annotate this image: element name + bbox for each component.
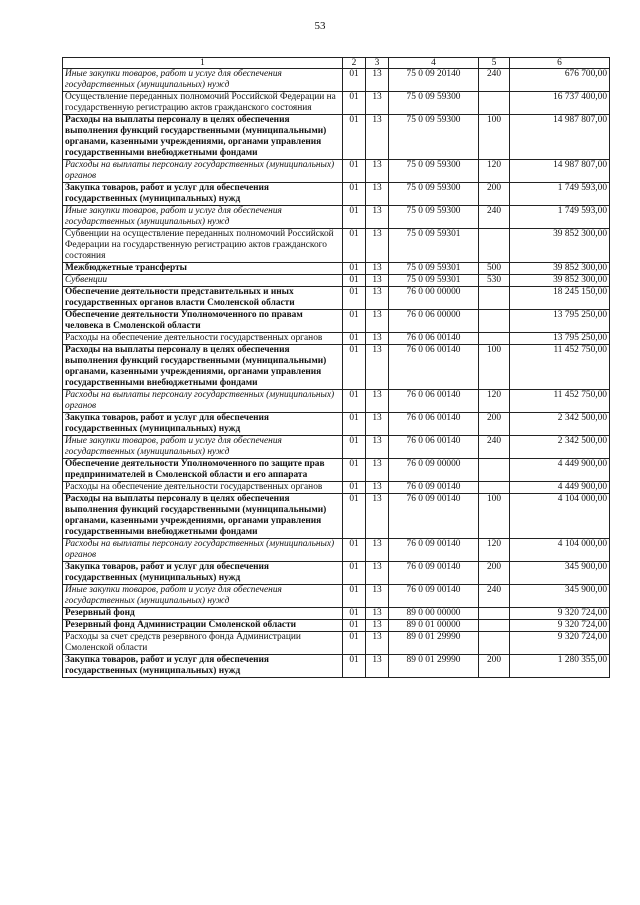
subsection-code-cell: 13 (366, 482, 389, 494)
subsection-code-cell: 13 (366, 263, 389, 275)
subsection-code-cell: 13 (366, 390, 389, 413)
table-row (63, 494, 610, 539)
expense-type-cell: 100 (479, 115, 510, 160)
amount-cell: 9 320 724,00 (510, 632, 610, 655)
section-code-cell: 01 (343, 413, 366, 436)
budget-table (62, 57, 610, 678)
row-name-cell: Закупка товаров, работ и услуг для обеспечения государственных (муниципальных) нужд (63, 655, 343, 678)
target-article-cell: 76 0 06 00140 (389, 413, 479, 436)
row-name-cell: Расходы на выплаты персоналу государственных (муниципальных) органов (63, 390, 343, 413)
table-row (63, 655, 610, 678)
subsection-code-cell: 13 (366, 632, 389, 655)
target-article-cell: 75 0 09 59300 (389, 160, 479, 183)
section-code-cell: 01 (343, 608, 366, 620)
subsection-code-cell: 13 (366, 333, 389, 345)
section-code-cell: 01 (343, 263, 366, 275)
amount-cell: 4 449 900,00 (510, 482, 610, 494)
table-row (63, 620, 610, 632)
amount-cell: 16 737 400,00 (510, 92, 610, 115)
table-row (63, 263, 610, 275)
row-name-cell: Осуществление переданных полномочий Российской Федерации на государственную регистрацию актов гражданского состояния (63, 92, 343, 115)
row-name-cell: Расходы на выплаты персоналу в целях обеспечения выполнения функций государственными (муниципальными) органами, казенными учреждениями, органами управления государственными внебюджетными фондами (63, 494, 343, 539)
subsection-code-cell: 13 (366, 585, 389, 608)
subsection-code-cell: 13 (366, 287, 389, 310)
row-name-cell: Расходы на обеспечение деятельности государственных органов (63, 333, 343, 345)
section-code-cell: 01 (343, 436, 366, 459)
amount-cell: 39 852 300,00 (510, 229, 610, 263)
subsection-code-cell: 13 (366, 620, 389, 632)
table-row (63, 287, 610, 310)
section-code-cell: 01 (343, 632, 366, 655)
column-header: 6 (510, 58, 610, 69)
row-name-cell: Расходы на обеспечение деятельности государственных органов (63, 482, 343, 494)
target-article-cell: 76 0 06 00140 (389, 345, 479, 390)
expense-type-cell: 200 (479, 562, 510, 585)
section-code-cell: 01 (343, 333, 366, 345)
table-header-row (63, 58, 610, 69)
row-name-cell: Расходы на выплаты персоналу в целях обеспечения выполнения функций государственными (муниципальными) органами, казенными учреждениями, органами управления государственными внебюджетными фондами (63, 345, 343, 390)
section-code-cell: 01 (343, 539, 366, 562)
subsection-code-cell: 13 (366, 494, 389, 539)
expense-type-cell (479, 287, 510, 310)
table-row (63, 183, 610, 206)
column-header: 1 (63, 58, 343, 69)
expense-type-cell (479, 229, 510, 263)
amount-cell: 345 900,00 (510, 562, 610, 585)
table-row (63, 459, 610, 482)
table-row (63, 562, 610, 585)
amount-cell: 11 452 750,00 (510, 345, 610, 390)
subsection-code-cell: 13 (366, 275, 389, 287)
expense-type-cell: 100 (479, 345, 510, 390)
column-header: 2 (343, 58, 366, 69)
table-row (63, 229, 610, 263)
target-article-cell: 76 0 06 00140 (389, 390, 479, 413)
row-name-cell: Закупка товаров, работ и услуг для обеспечения государственных (муниципальных) нужд (63, 562, 343, 585)
section-code-cell: 01 (343, 459, 366, 482)
target-article-cell: 75 0 09 20140 (389, 69, 479, 92)
table-row (63, 345, 610, 390)
expense-type-cell: 200 (479, 413, 510, 436)
subsection-code-cell: 13 (366, 206, 389, 229)
table-row (63, 413, 610, 436)
table-row (63, 333, 610, 345)
amount-cell: 1 749 593,00 (510, 183, 610, 206)
row-name-cell: Обеспечение деятельности представительных и иных государственных органов власти Смоленской области (63, 287, 343, 310)
expense-type-cell: 240 (479, 69, 510, 92)
row-name-cell: Закупка товаров, работ и услуг для обеспечения государственных (муниципальных) нужд (63, 183, 343, 206)
row-name-cell: Иные закупки товаров, работ и услуг для обеспечения государственных (муниципальных) нужд (63, 585, 343, 608)
amount-cell: 9 320 724,00 (510, 620, 610, 632)
subsection-code-cell: 13 (366, 115, 389, 160)
section-code-cell: 01 (343, 183, 366, 206)
section-code-cell: 01 (343, 310, 366, 333)
amount-cell: 18 245 150,00 (510, 287, 610, 310)
subsection-code-cell: 13 (366, 436, 389, 459)
target-article-cell: 89 0 01 29990 (389, 632, 479, 655)
row-name-cell: Резервный фонд Администрации Смоленской области (63, 620, 343, 632)
target-article-cell: 89 0 00 00000 (389, 608, 479, 620)
target-article-cell: 76 0 09 00140 (389, 539, 479, 562)
row-name-cell: Межбюджетные трансферты (63, 263, 343, 275)
expense-type-cell: 240 (479, 206, 510, 229)
table-row (63, 390, 610, 413)
target-article-cell: 76 0 06 00140 (389, 333, 479, 345)
section-code-cell: 01 (343, 620, 366, 632)
expense-type-cell: 200 (479, 655, 510, 678)
amount-cell: 4 104 000,00 (510, 539, 610, 562)
table-row (63, 206, 610, 229)
subsection-code-cell: 13 (366, 160, 389, 183)
amount-cell: 9 320 724,00 (510, 608, 610, 620)
section-code-cell: 01 (343, 494, 366, 539)
amount-cell: 14 987 807,00 (510, 160, 610, 183)
target-article-cell: 76 0 00 00000 (389, 287, 479, 310)
amount-cell: 39 852 300,00 (510, 275, 610, 287)
subsection-code-cell: 13 (366, 69, 389, 92)
section-code-cell: 01 (343, 160, 366, 183)
table-row (63, 69, 610, 92)
amount-cell: 14 987 807,00 (510, 115, 610, 160)
table-row (63, 92, 610, 115)
expense-type-cell: 120 (479, 390, 510, 413)
subsection-code-cell: 13 (366, 539, 389, 562)
amount-cell: 13 795 250,00 (510, 333, 610, 345)
row-name-cell: Иные закупки товаров, работ и услуг для обеспечения государственных (муниципальных) нужд (63, 206, 343, 229)
table-row (63, 436, 610, 459)
row-name-cell: Закупка товаров, работ и услуг для обеспечения государственных (муниципальных) нужд (63, 413, 343, 436)
amount-cell: 39 852 300,00 (510, 263, 610, 275)
row-name-cell: Иные закупки товаров, работ и услуг для обеспечения государственных (муниципальных) нужд (63, 436, 343, 459)
expense-type-cell (479, 459, 510, 482)
amount-cell: 2 342 500,00 (510, 436, 610, 459)
target-article-cell: 76 0 09 00140 (389, 494, 479, 539)
section-code-cell: 01 (343, 655, 366, 678)
section-code-cell: 01 (343, 390, 366, 413)
target-article-cell: 89 0 01 00000 (389, 620, 479, 632)
subsection-code-cell: 13 (366, 183, 389, 206)
amount-cell: 345 900,00 (510, 585, 610, 608)
amount-cell: 13 795 250,00 (510, 310, 610, 333)
table-row (63, 115, 610, 160)
section-code-cell: 01 (343, 482, 366, 494)
page-number: 53 (314, 20, 326, 32)
section-code-cell: 01 (343, 275, 366, 287)
amount-cell: 676 700,00 (510, 69, 610, 92)
section-code-cell: 01 (343, 562, 366, 585)
amount-cell: 4 104 000,00 (510, 494, 610, 539)
expense-type-cell (479, 608, 510, 620)
expense-type-cell (479, 632, 510, 655)
row-name-cell: Расходы на выплаты персоналу государственных (муниципальных) органов (63, 539, 343, 562)
target-article-cell: 89 0 01 29990 (389, 655, 479, 678)
target-article-cell: 75 0 09 59300 (389, 183, 479, 206)
amount-cell: 1 280 355,00 (510, 655, 610, 678)
section-code-cell: 01 (343, 115, 366, 160)
column-header: 5 (479, 58, 510, 69)
subsection-code-cell: 13 (366, 562, 389, 585)
table-row (63, 608, 610, 620)
row-name-cell: Расходы на выплаты персоналу в целях обеспечения выполнения функций государственными (муниципальными) органами, казенными учреждениями, органами управления государственными внебюджетными фондами (63, 115, 343, 160)
target-article-cell: 75 0 09 59301 (389, 229, 479, 263)
target-article-cell: 76 0 09 00140 (389, 562, 479, 585)
section-code-cell: 01 (343, 92, 366, 115)
section-code-cell: 01 (343, 229, 366, 263)
column-header: 4 (389, 58, 479, 69)
column-header: 3 (366, 58, 389, 69)
table-row (63, 632, 610, 655)
subsection-code-cell: 13 (366, 655, 389, 678)
target-article-cell: 76 0 06 00140 (389, 436, 479, 459)
row-name-cell: Обеспечение деятельности Уполномоченного по правам человека в Смоленской области (63, 310, 343, 333)
table-row (63, 310, 610, 333)
amount-cell: 4 449 900,00 (510, 459, 610, 482)
subsection-code-cell: 13 (366, 345, 389, 390)
subsection-code-cell: 13 (366, 310, 389, 333)
row-name-cell: Иные закупки товаров, работ и услуг для обеспечения государственных (муниципальных) нужд (63, 69, 343, 92)
expense-type-cell: 200 (479, 183, 510, 206)
target-article-cell: 75 0 09 59301 (389, 263, 479, 275)
subsection-code-cell: 13 (366, 459, 389, 482)
expense-type-cell: 120 (479, 539, 510, 562)
row-name-cell: Расходы за счет средств резервного фонда Администрации Смоленской области (63, 632, 343, 655)
expense-type-cell (479, 620, 510, 632)
subsection-code-cell: 13 (366, 229, 389, 263)
expense-type-cell: 500 (479, 263, 510, 275)
expense-type-cell (479, 333, 510, 345)
row-name-cell: Обеспечение деятельности Уполномоченного по защите прав предпринимателей в Смоленской области и его аппарата (63, 459, 343, 482)
amount-cell: 11 452 750,00 (510, 390, 610, 413)
expense-type-cell: 530 (479, 275, 510, 287)
expense-type-cell: 240 (479, 436, 510, 459)
target-article-cell: 76 0 09 00000 (389, 459, 479, 482)
expense-type-cell: 100 (479, 494, 510, 539)
table-row (63, 160, 610, 183)
expense-type-cell: 240 (479, 585, 510, 608)
subsection-code-cell: 13 (366, 608, 389, 620)
section-code-cell: 01 (343, 69, 366, 92)
table-row (63, 585, 610, 608)
target-article-cell: 76 0 06 00000 (389, 310, 479, 333)
expense-type-cell (479, 482, 510, 494)
section-code-cell: 01 (343, 345, 366, 390)
expense-type-cell (479, 310, 510, 333)
section-code-cell: 01 (343, 206, 366, 229)
target-article-cell: 76 0 09 00140 (389, 585, 479, 608)
target-article-cell: 75 0 09 59300 (389, 115, 479, 160)
target-article-cell: 75 0 09 59300 (389, 206, 479, 229)
row-name-cell: Субвенции на осуществление переданных полномочий Российской Федерации на государственную регистрацию актов гражданского состояния (63, 229, 343, 263)
subsection-code-cell: 13 (366, 413, 389, 436)
row-name-cell: Резервный фонд (63, 608, 343, 620)
table-row (63, 482, 610, 494)
amount-cell: 2 342 500,00 (510, 413, 610, 436)
expense-type-cell: 120 (479, 160, 510, 183)
subsection-code-cell: 13 (366, 92, 389, 115)
section-code-cell: 01 (343, 287, 366, 310)
target-article-cell: 75 0 09 59301 (389, 275, 479, 287)
target-article-cell: 76 0 09 00140 (389, 482, 479, 494)
table-row (63, 539, 610, 562)
target-article-cell: 75 0 09 59300 (389, 92, 479, 115)
table-row (63, 275, 610, 287)
section-code-cell: 01 (343, 585, 366, 608)
row-name-cell: Расходы на выплаты персоналу государственных (муниципальных) органов (63, 160, 343, 183)
expense-type-cell (479, 92, 510, 115)
amount-cell: 1 749 593,00 (510, 206, 610, 229)
row-name-cell: Субвенции (63, 275, 343, 287)
